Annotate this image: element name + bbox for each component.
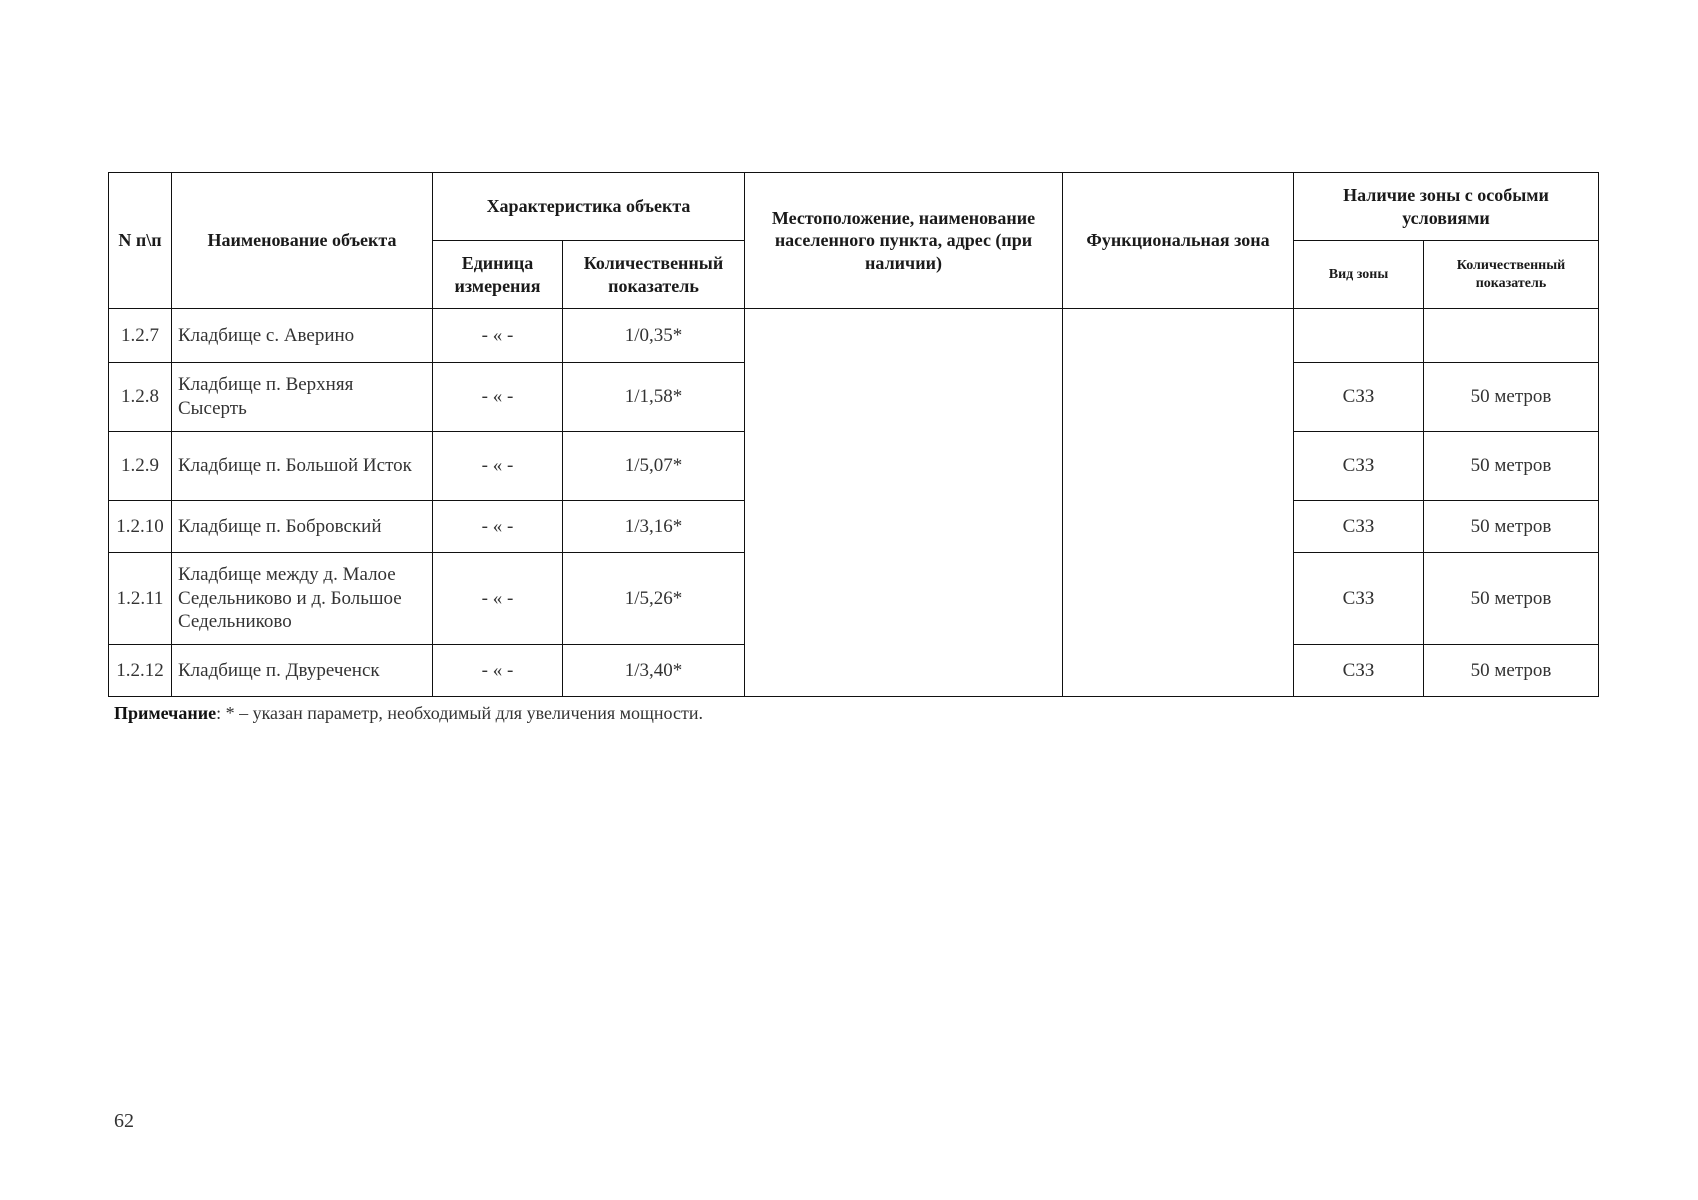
row-zone-quantity: 50 метров: [1424, 501, 1599, 553]
row-name: Кладбище п. Двуреченск: [172, 645, 433, 697]
row-unit: - « -: [433, 432, 563, 501]
row-quantity: 1/1,58*: [563, 363, 745, 432]
row-unit: - « -: [433, 363, 563, 432]
row-quantity: 1/5,26*: [563, 553, 745, 645]
header-num: N п\п: [109, 173, 172, 309]
row-zone-type: [1294, 309, 1424, 363]
row-zone-quantity: 50 метров: [1424, 432, 1599, 501]
row-unit: - « -: [433, 309, 563, 363]
row-zone-quantity: 50 метров: [1424, 363, 1599, 432]
row-num: 1.2.12: [109, 645, 172, 697]
header-special-zone: Наличие зоны с особыми условиями: [1294, 173, 1599, 241]
row-quantity: 1/5,07*: [563, 432, 745, 501]
row-name: Кладбище п. Большой Исток: [172, 432, 433, 501]
page-number: 62: [114, 1110, 134, 1132]
row-num: 1.2.7: [109, 309, 172, 363]
table-row: [109, 309, 1599, 363]
document-page: [108, 172, 1598, 724]
row-name: Кладбище между д. Малое Седельниково и д. Большое Седельниково: [172, 553, 433, 645]
row-num: 1.2.8: [109, 363, 172, 432]
row-zone-type: СЗЗ: [1294, 645, 1424, 697]
header-characteristics: Характеристика объекта: [433, 173, 745, 241]
note-label: Примечание: [114, 703, 217, 723]
table-note: [108, 703, 1598, 724]
row-quantity: 1/3,16*: [563, 501, 745, 553]
header-location: Местоположение, наименование населенного пункта, адрес (при наличии): [745, 173, 1063, 309]
row-num: 1.2.11: [109, 553, 172, 645]
header-quantity: Количественный показатель: [563, 241, 745, 309]
table-header: [109, 173, 1599, 309]
note-text: : * – указан параметр, необходимый для увеличения мощности.: [216, 703, 703, 723]
row-zone-type: СЗЗ: [1294, 501, 1424, 553]
row-zone-type: СЗЗ: [1294, 432, 1424, 501]
row-unit: - « -: [433, 501, 563, 553]
row-name: Кладбище с. Аверино: [172, 309, 433, 363]
row-zone-quantity: 50 метров: [1424, 645, 1599, 697]
functional-zone-cell: [1063, 309, 1294, 697]
header-zone-type: Вид зоны: [1294, 241, 1424, 309]
header-unit: Единица измерения: [433, 241, 563, 309]
location-cell: [745, 309, 1063, 697]
row-quantity: 1/0,35*: [563, 309, 745, 363]
objects-table: [108, 172, 1599, 697]
header-name: Наименование объекта: [172, 173, 433, 309]
row-num: 1.2.10: [109, 501, 172, 553]
row-name: Кладбище п. Верхняя Сысерть: [172, 363, 433, 432]
table-body: [109, 309, 1599, 697]
row-unit: - « -: [433, 645, 563, 697]
row-zone-type: СЗЗ: [1294, 363, 1424, 432]
row-num: 1.2.9: [109, 432, 172, 501]
row-zone-quantity: 50 метров: [1424, 553, 1599, 645]
row-name: Кладбище п. Бобровский: [172, 501, 433, 553]
row-unit: - « -: [433, 553, 563, 645]
header-functional-zone: Функциональная зона: [1063, 173, 1294, 309]
row-zone-type: СЗЗ: [1294, 553, 1424, 645]
header-zone-quantity: Количественный показатель: [1424, 241, 1599, 309]
row-quantity: 1/3,40*: [563, 645, 745, 697]
row-zone-quantity: [1424, 309, 1599, 363]
